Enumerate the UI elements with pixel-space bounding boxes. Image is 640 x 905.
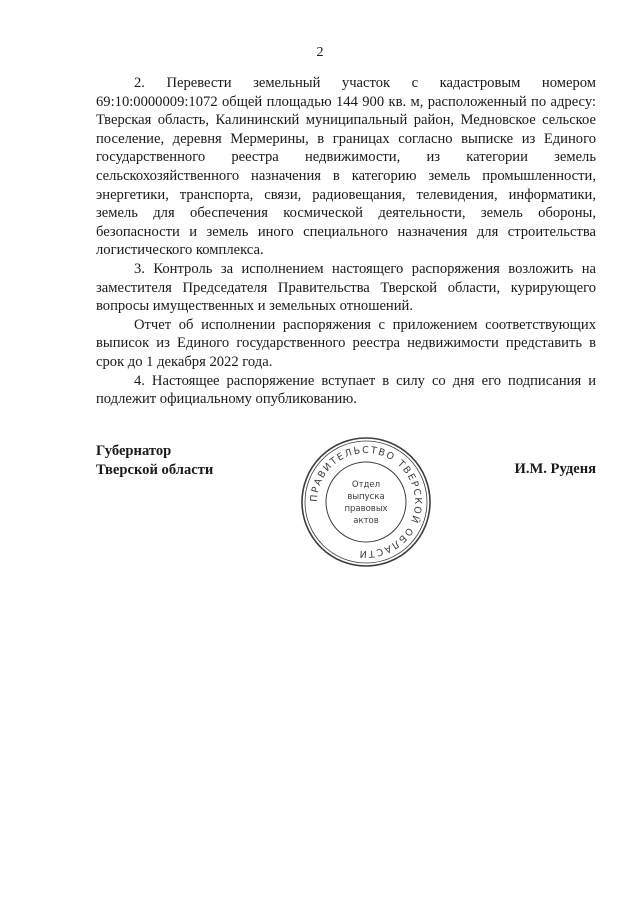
paragraph-item-2: 2. Перевести земельный участок с кадастровым номером 69:10:0000009:1072 общей площадью 144 900 кв. м, расположенный по адресу: Тверская область, Калининский муниципальный район, Медновское сельское поселение, деревня Мермерины, в границах согласно выписке из Единого государственного реестра недвижимости, из категории земель сельскохозяйственного назначения в категорию земель промышленности, энергетики, транспорта, связи, радиовещания, телевидения, информатики, земель для обеспечения космической деятельности, земель обороны, безопасности и земель иного специального назначения для строительства логистического комплекса. bbox=[96, 75, 596, 259]
stamp-center-line-4: актов bbox=[353, 516, 379, 526]
stamp-seal-icon bbox=[298, 434, 434, 570]
signer-position-line2: Тверской области bbox=[96, 462, 214, 478]
signature-block bbox=[96, 442, 596, 572]
paragraph-report: Отчет об исполнении распоряжения с приложением соответствующих выписок из Единого государственного реестра недвижимости представить в срок до 1 декабря 2022 года. bbox=[96, 316, 596, 370]
stamp-ring-text: ПРАВИТЕЛЬСТВО ТВЕРСКОЙ ОБЛАСТИ bbox=[308, 444, 424, 560]
signer-name: И.М. Руденя bbox=[514, 461, 596, 477]
paragraph-item-3: 3. Контроль за исполнением настоящего распоряжения возложить на заместителя Председателя Правительства Тверской области, курирующего вопросы имущественных и земельных отношений. bbox=[96, 260, 596, 315]
signer-position-line1: Губернатор bbox=[96, 443, 172, 459]
paragraph-item-4: 4. Настоящее распоряжение вступает в силу со дня его подписания и подлежит официальному опубликованию. bbox=[96, 372, 596, 408]
official-stamp bbox=[298, 434, 434, 570]
page-number: 2 bbox=[316, 45, 324, 60]
stamp-center-line-3: правовых bbox=[344, 504, 388, 514]
stamp-center-line-2: выпуска bbox=[347, 492, 385, 502]
document-body bbox=[96, 74, 596, 409]
stamp-center-line-1: Отдел bbox=[351, 480, 381, 490]
signer-position bbox=[96, 442, 213, 480]
